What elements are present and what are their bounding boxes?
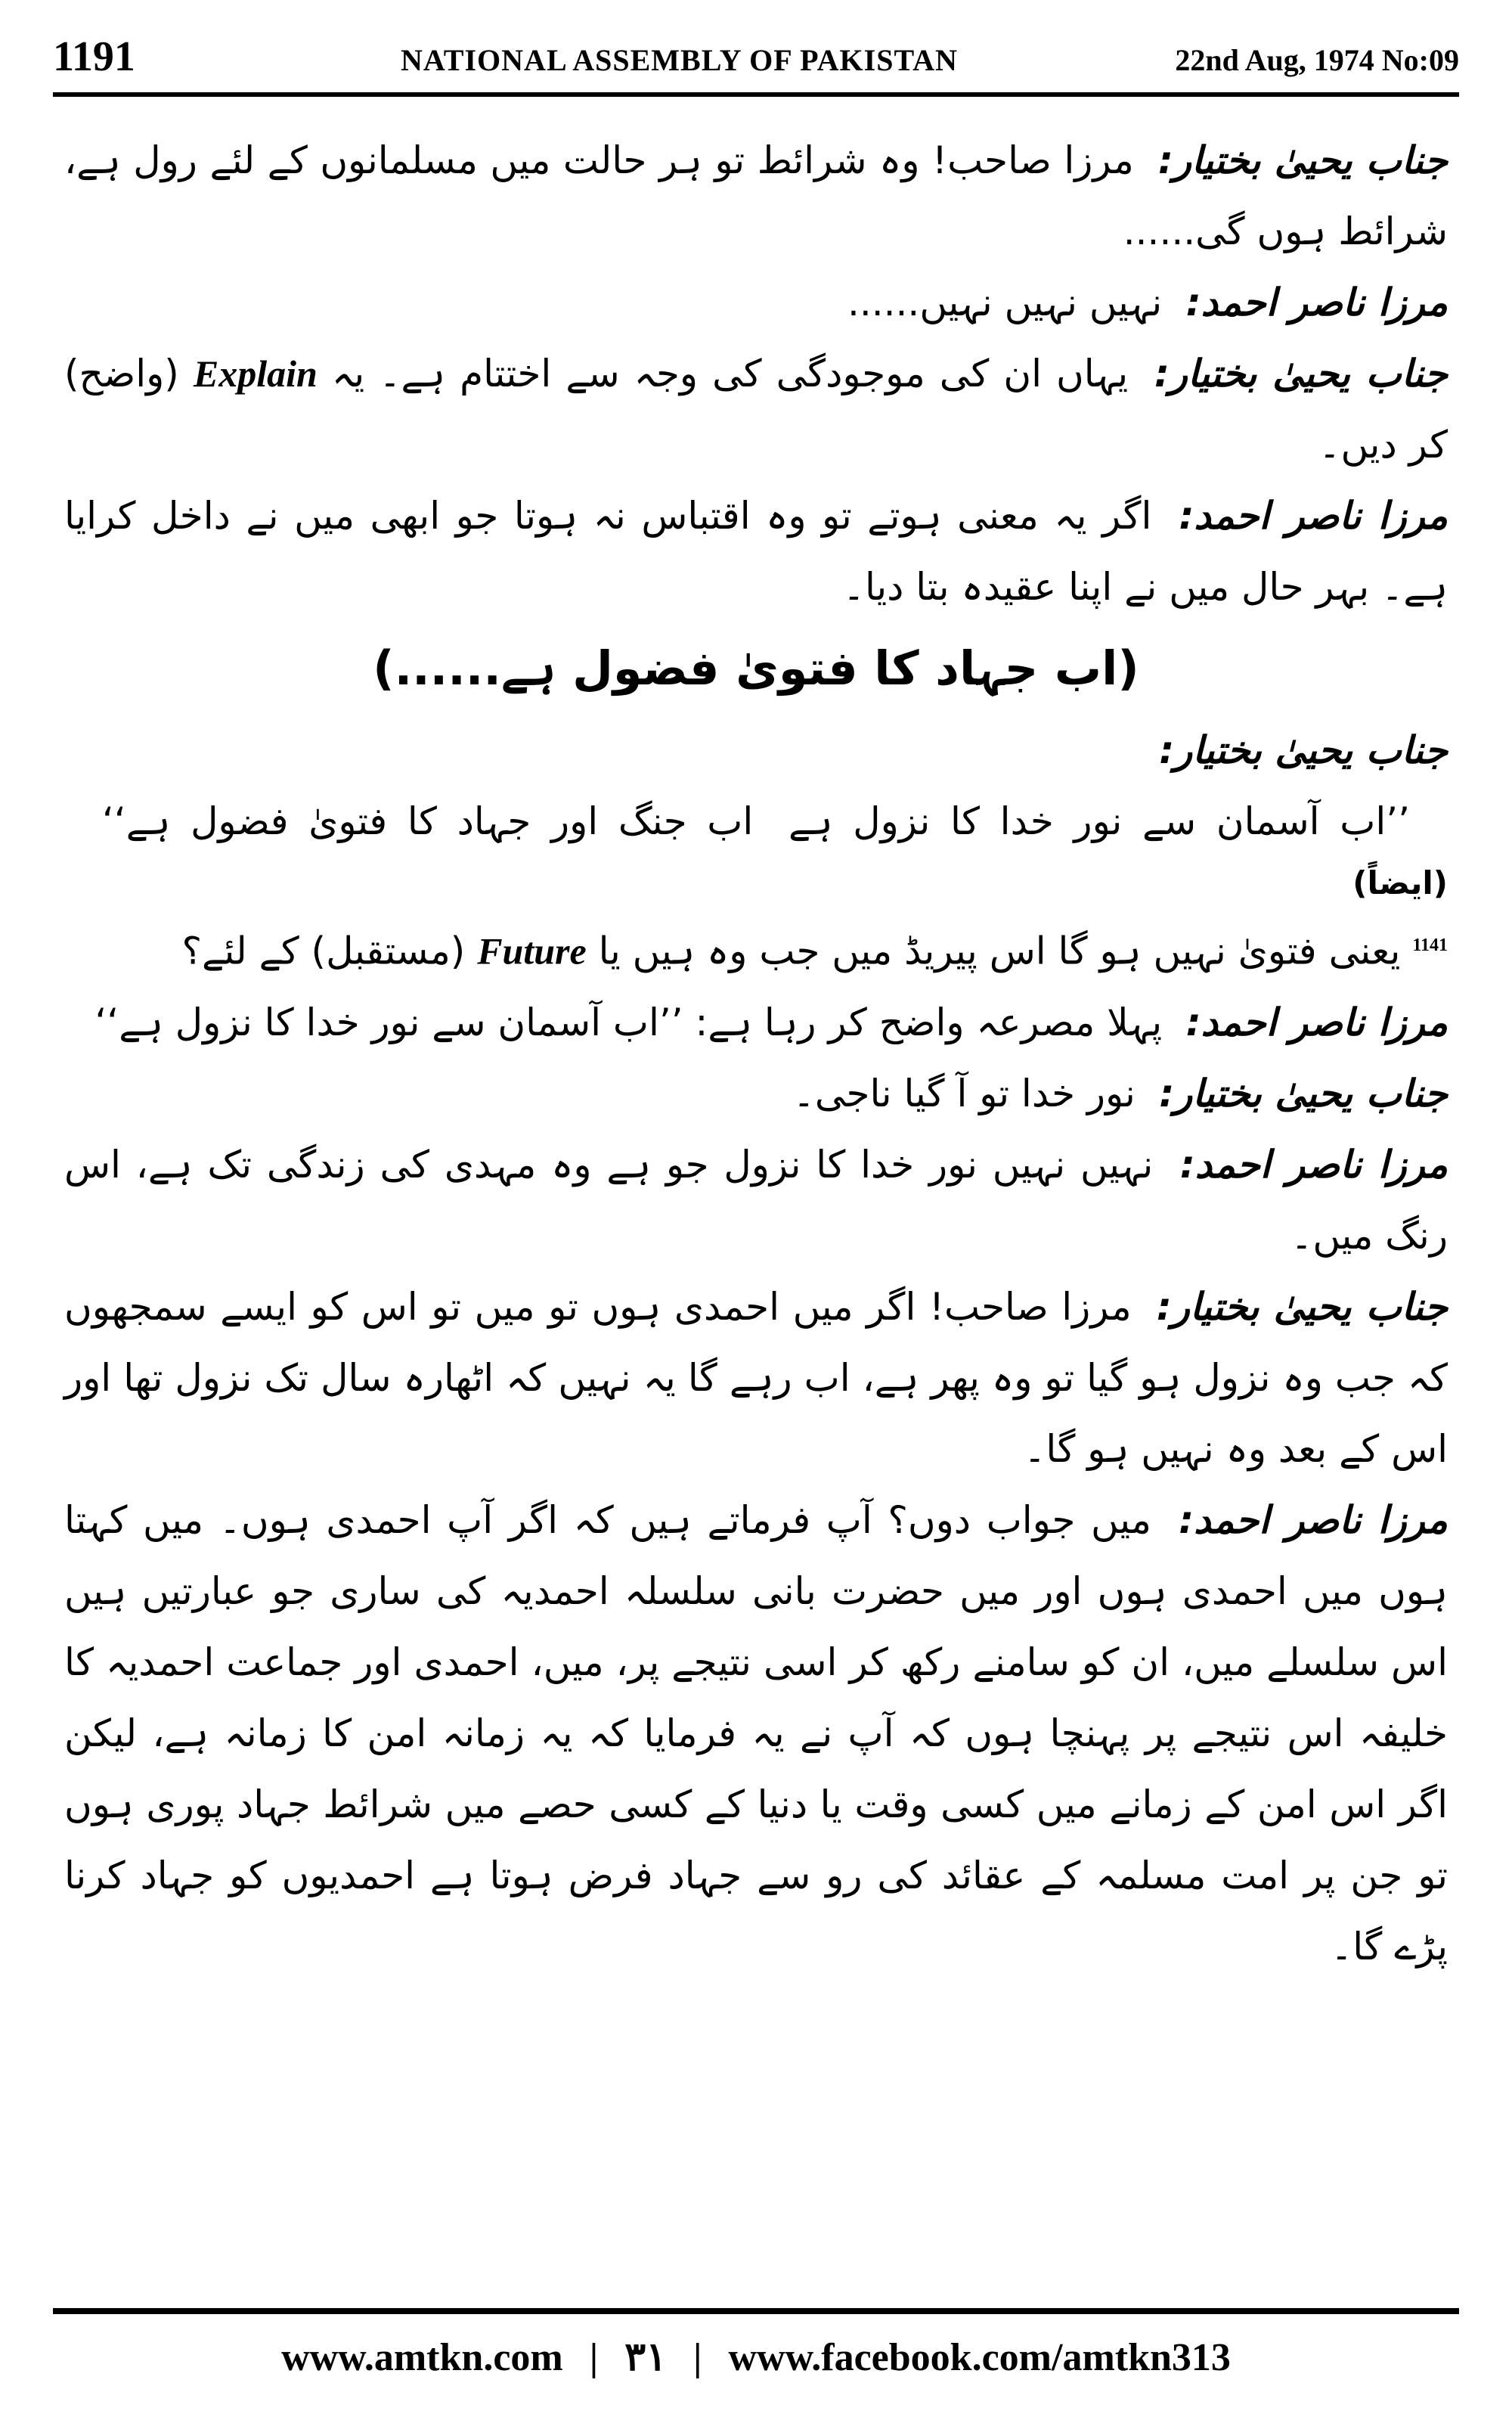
paragraph-9 xyxy=(64,1129,1448,1271)
page-footer xyxy=(53,2328,1459,2388)
paragraph-4 xyxy=(64,480,1448,622)
speaker-label: جناب یحییٰ بختیار: xyxy=(1159,1071,1448,1115)
paragraph-11 xyxy=(64,1485,1448,1982)
verse-reference: (ایضاً) xyxy=(1352,864,1448,901)
speaker-label: مرزا ناصر احمد: xyxy=(1185,1000,1448,1044)
paragraph-text: نہیں نہیں نور خدا کا نزول جو ہے وہ مہدی کی زندگی تک ہے، اس رنگ میں۔ xyxy=(64,1142,1448,1258)
speaker-label: مرزا ناصر احمد: xyxy=(1179,494,1448,538)
paragraph-text: (واضح) کر دیں۔ xyxy=(64,352,1448,467)
paragraph-text: اگر یہ معنی ہوتے تو وہ اقتباس نہ ہوتا جو ابھی میں نے داخل کرایا ہے۔ بہر حال میں نے اپنا عقیدہ بتا دیا۔ xyxy=(64,494,1448,609)
paragraph-text: نہیں نہیں نہیں...... xyxy=(847,281,1163,324)
header-title: NATIONAL ASSEMBLY OF PAKISTAN xyxy=(401,43,958,77)
paragraph-2 xyxy=(64,267,1448,338)
speaker-label: مرزا ناصر احمد: xyxy=(1179,1497,1448,1542)
paragraph-8 xyxy=(64,1058,1448,1129)
paragraph-text: یہاں ان کی موجودگی کی وجہ سے اختتام ہے۔ یہ xyxy=(331,352,1129,396)
website-link[interactable]: www.amtkn.com xyxy=(281,2336,563,2379)
section-heading: (اب جہاد کا فتویٰ فضول ہے......) xyxy=(373,641,1139,696)
paragraph-text: مرزا صاحب! وہ شرائط تو ہر حالت میں مسلمانوں کے لئے رول ہے، شرائط ہوں گی...... xyxy=(64,138,1448,253)
english-term: Future xyxy=(477,929,587,973)
page-number: 1191 xyxy=(53,33,135,80)
verse-line-2: اب جنگ اور جہاد کا فتویٰ فضول ہے‘‘ xyxy=(102,799,754,843)
paragraph-text: میں جواب دوں؟ آپ فرماتے ہیں کہ اگر آپ احمدی ہوں۔ میں کہتا ہوں میں احمدی ہوں اور میں حضرت بانی سلسلہ احمدیہ کی ساری جو عبارتیں ہیں اس سلسلے میں، ان کو سامنے رکھ کر اسی نتیجے پر، میں، احمدی اور جماعت احمدیہ کا خلیفہ اس نتیجے پر پہنچا ہوں کہ آپ نے یہ فرمایا کہ یہ زمانہ امن کا زمانہ ہے، لیکن اگر اس امن کے زمانے میں کسی وقت یا دنیا کے کسی حصے میں شرائط جہاد پوری ہوں تو جن پر امت مسلمہ کے عقائد کی رو سے جہاد فرض ہوتا ہے احمدیوں کو جہاد کرنا پڑے گا۔ xyxy=(64,1497,1448,1969)
paragraph-6 xyxy=(64,910,1448,987)
paragraph-10 xyxy=(64,1271,1448,1485)
english-term: Explain xyxy=(193,352,318,395)
paragraph-text: یعنی فتویٰ نہیں ہو گا اس پیریڈ میں جب وہ ہیں یا xyxy=(598,929,1401,973)
paragraph-text: مرزا صاحب! اگر میں احمدی ہوں تو میں تو اس کو ایسے سمجھوں کہ جب وہ نزول ہو گیا تو وہ پھر ہے، اب رہے گا یہ نہیں کہ اٹھارہ سال تک نزول تھا اور اس کے بعد وہ نہیں ہو گا۔ xyxy=(64,1284,1448,1471)
page-content xyxy=(64,125,1448,1982)
speaker-label: جناب یحییٰ بختیار: xyxy=(1156,1284,1448,1329)
facebook-link[interactable]: www.facebook.com/amtkn313 xyxy=(728,2336,1231,2379)
footnote-marker: 1141 xyxy=(1412,935,1448,955)
verse-couplet xyxy=(64,786,1448,857)
verse-line-1: ’’اب آسمان سے نور خدا کا نزول ہے xyxy=(788,799,1410,843)
footer-divider: | xyxy=(693,2336,702,2379)
page-header xyxy=(53,30,1459,83)
paragraph-5 xyxy=(64,715,1448,786)
speaker-label: جناب یحییٰ بختیار: xyxy=(1154,352,1448,396)
speaker-label: جناب یحییٰ بختیار: xyxy=(1159,728,1448,772)
paragraph-7 xyxy=(64,987,1448,1058)
header-date: 22nd Aug, 1974 No:09 xyxy=(1175,43,1459,77)
speaker-label: مرزا ناصر احمد: xyxy=(1179,1142,1448,1187)
speaker-label: جناب یحییٰ بختیار: xyxy=(1157,138,1448,182)
speaker-label: مرزا ناصر احمد: xyxy=(1185,281,1448,324)
paragraph-3 xyxy=(64,338,1448,480)
footer-page-number: ۳۱ xyxy=(624,2336,668,2379)
paragraph-1 xyxy=(64,125,1448,267)
paragraph-text: (مستقبل) کے لئے؟ xyxy=(181,929,466,973)
footer-rule xyxy=(53,2308,1459,2314)
paragraph-text: پہلا مصرعہ واضح کر رہا ہے: ’’اب آسمان سے نور خدا کا نزول ہے‘‘ xyxy=(94,1000,1163,1044)
footer-divider: | xyxy=(589,2336,599,2379)
paragraph-text: نور خدا تو آ گیا ناجی۔ xyxy=(792,1071,1136,1115)
header-rule xyxy=(53,92,1459,97)
